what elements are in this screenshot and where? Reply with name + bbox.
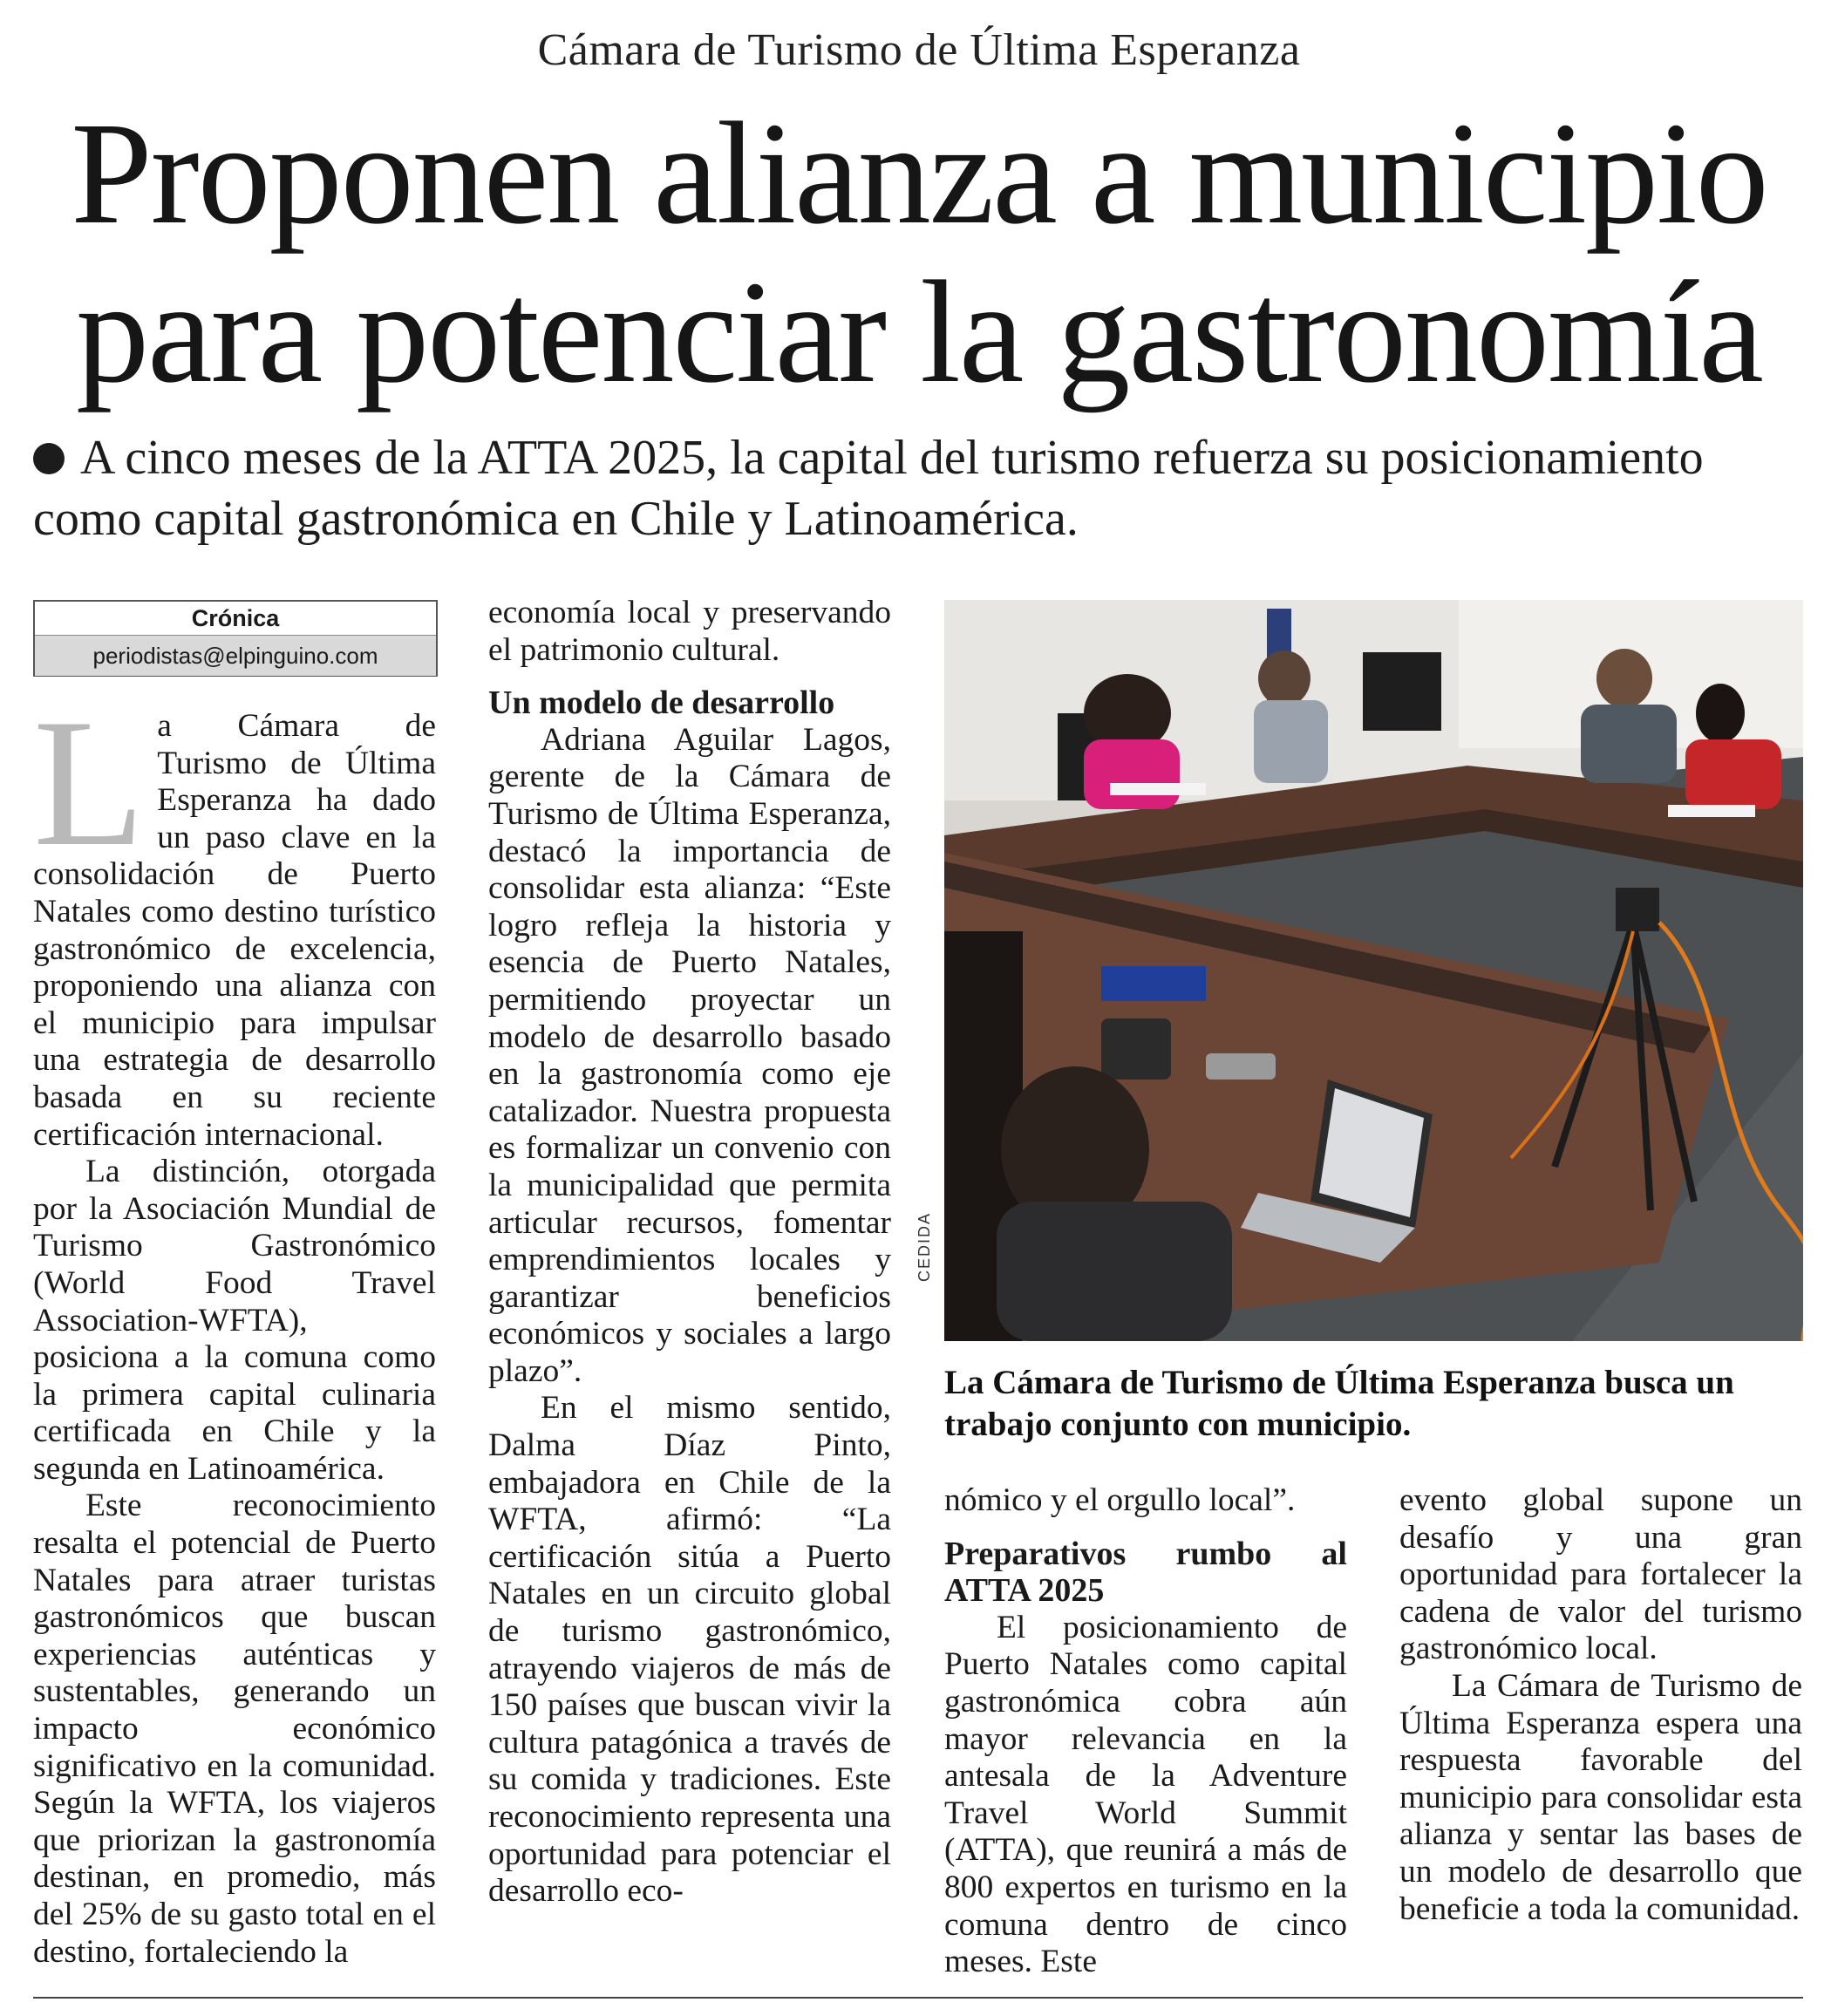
column-3 bbox=[944, 1482, 1347, 1981]
paragraph: economía local y preservando el patrimonio cultural. bbox=[488, 595, 891, 668]
headline-line-2: para potenciar la gastronomía bbox=[76, 251, 1762, 413]
bottom-rule bbox=[33, 1997, 1803, 1999]
kicker: Cámara de Turismo de Última Esperanza bbox=[537, 25, 1301, 75]
headline bbox=[35, 94, 1803, 412]
paragraph: La distinción, otorgada por la Asociación Mundial de Turismo Gastronómico (World Food Travel Association-WFTA), posiciona a la comuna como la primera capital culinaria certificada en Chile y la segunda en Latinoamérica. bbox=[33, 1154, 436, 1487]
photo-caption: La Cámara de Turismo de Última Esperanza busca un trabajo conjunto con municipio. bbox=[944, 1364, 1734, 1443]
subheading: Un modelo de desarrollo bbox=[488, 684, 835, 722]
headline-line-1: Proponen alianza a municipio bbox=[71, 92, 1767, 255]
paragraph: El posicionamiento de Puerto Natales como capital gastronómica cobra aún mayor relevancia en la antesala de la Adventure Travel World Summit (ATTA), que reunirá a más de 800 expertos en turismo en la comuna dentro de cinco meses. Este bbox=[944, 1609, 1347, 1980]
paragraph: a Cámara de Turismo de Última Esperanza ha dado un paso clave en la consolidación de Puerto Natales como destino turístico gastronómico de excelencia, proponiendo una alianza con el municipio para impulsar una estrategia de desarrollo basada en su reciente certificación internacional. bbox=[33, 708, 436, 1153]
column-4 bbox=[1399, 1482, 1802, 1928]
meeting-photo-illustration bbox=[944, 600, 1803, 1341]
deck bbox=[33, 427, 1812, 549]
paragraph: nómico y el orgullo local”. bbox=[944, 1482, 1296, 1518]
paragraph: La Cámara de Turismo de Última Esperanza espera una respuesta favorable del municipio para consolidar esta alianza y sentar las bases de un modelo de desarrollo que beneficie a toda la comunidad. bbox=[1399, 1667, 1802, 1927]
drop-cap: L bbox=[33, 682, 146, 884]
paragraph: En el mismo sentido, Dalma Díaz Pinto, embajadora en Chile de la WFTA, afirmó: “La certificación sitúa a Puerto Natales en un circuito global de turismo gastronómico, atrayendo viajeros de más de 150 países que buscan vivir la cultura patagónica a través de su comida y tradiciones. Este reconocimiento representa una oportunidad para potenciar el desarrollo eco- bbox=[488, 1390, 891, 1910]
meeting-photo bbox=[944, 600, 1803, 1341]
bullet-icon bbox=[33, 443, 65, 474]
byline-email: periodistas@elpinguino.com bbox=[35, 635, 436, 676]
deck-text: A cinco meses de la ATTA 2025, la capital del turismo refuerza su posicionamiento como capital gastronómica en Chile y Latinoamérica. bbox=[33, 431, 1704, 546]
paragraph: Este reconocimiento resalta el potencial de Puerto Natales para atraer turistas gastronómicos que buscan experiencias auténticas y sustentables, generando un impacto económico significativo en la comunidad. Según la WFTA, los viajeros que priorizan la gastronomía destinan, en promedio, más del 25% de su gasto total en el destino, fortaleciendo la bbox=[33, 1488, 436, 1970]
paragraph: evento global supone un desafío y una gran oportunidad para fortalecer la cadena de valor del turismo gastronómico local. bbox=[1399, 1482, 1802, 1667]
paragraph: Adriana Aguilar Lagos, gerente de la Cámara de Turismo de Última Esperanza, destacó la importancia de consolidar esta alianza: “Este logro refleja la historia y esencia de Puerto Natales, permitiendo proyectar un modelo de desarrollo basado en la gastronomía como eje catalizador. Nuestra propuesta es formalizar un convenio con la municipalidad que permita articular recursos, fomentar emprendimientos locales y garantizar beneficios económicos y sociales a largo plazo”. bbox=[488, 721, 891, 1389]
column-2 bbox=[488, 595, 891, 1910]
byline-box bbox=[33, 600, 438, 677]
photo-credit: CEDIDA bbox=[916, 1211, 933, 1282]
byline-section: Crónica bbox=[191, 605, 280, 631]
subheading: Preparativos rumbo al ATTA 2025 bbox=[944, 1535, 1347, 1610]
column-1 bbox=[33, 682, 436, 1971]
